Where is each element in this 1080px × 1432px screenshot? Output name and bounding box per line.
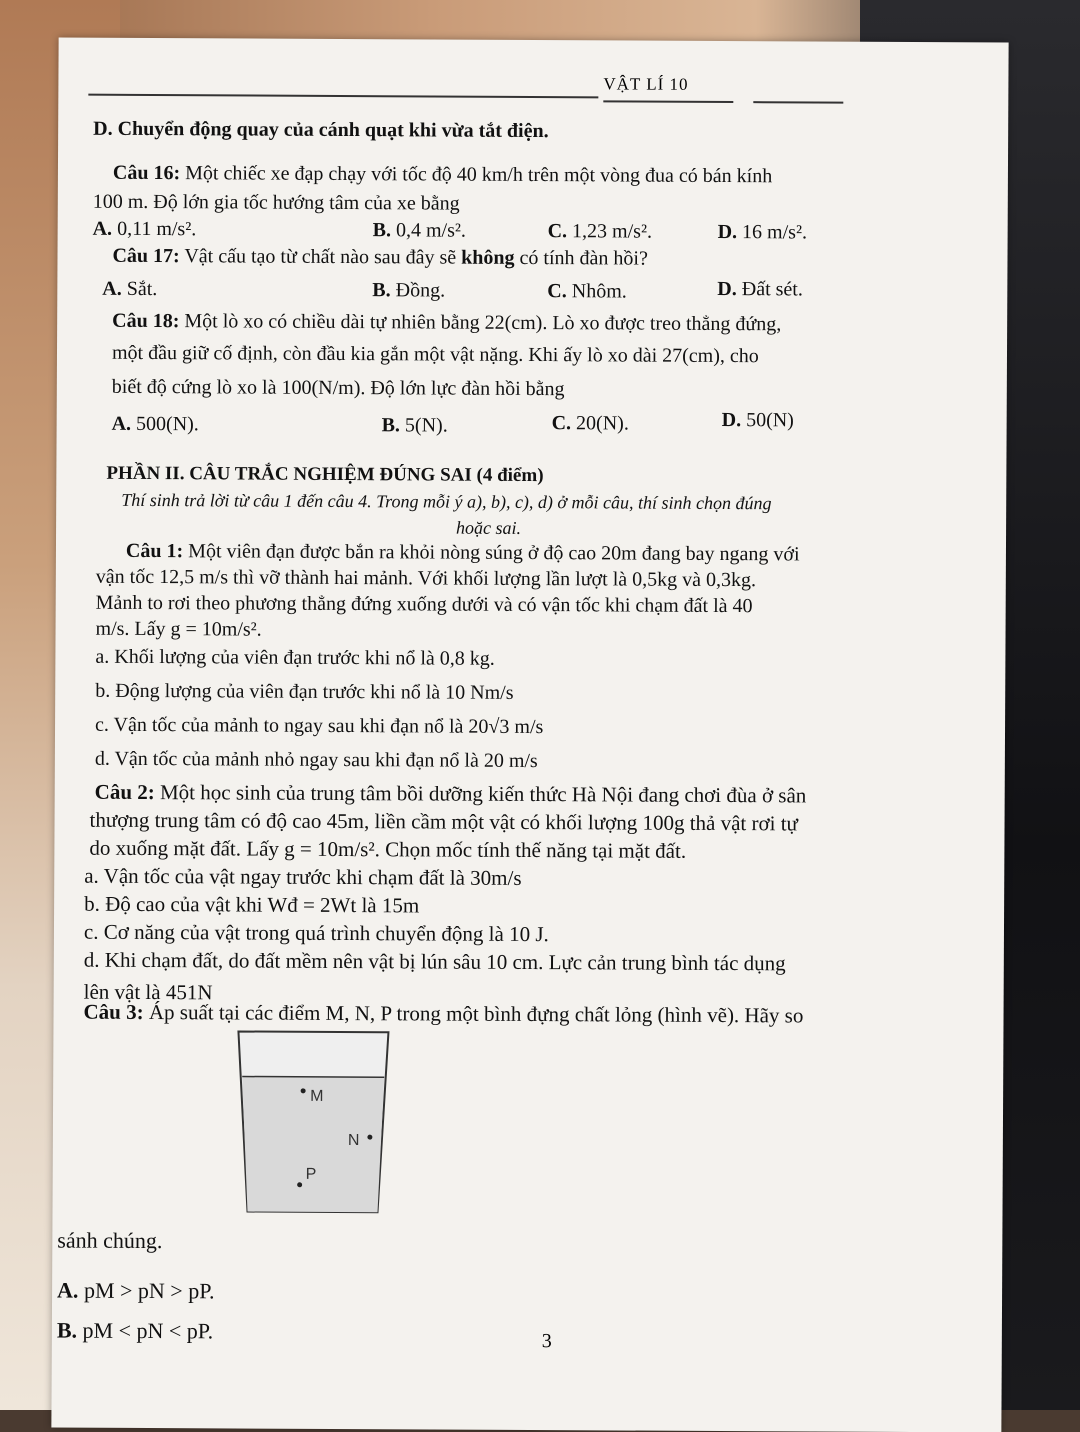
- header-rule-left: [88, 94, 598, 99]
- q17-option-a: A. Sắt.: [102, 277, 158, 301]
- q17-line1: Câu 17: Vật cấu tạo từ chất nào sau đây sẽ không có tính đàn hồi?: [112, 244, 648, 270]
- c3-line2: sánh chúng.: [57, 1227, 163, 1254]
- q18-option-b: B. 5(N).: [381, 414, 448, 437]
- c3-option-a: A. pM > pN > pP.: [57, 1277, 215, 1304]
- c2-statement-c: c. Cơ năng của vật trong quá trình chuyển động là 10 J.: [83, 919, 549, 947]
- point-p-dot: [297, 1182, 302, 1187]
- point-n-dot: [367, 1135, 372, 1140]
- c2-statement-a: a. Vận tốc của vật ngay trước khi chạm đất là 30m/s: [84, 863, 522, 890]
- header-rule-mid: [603, 100, 733, 103]
- q17-option-c: C. Nhôm.: [547, 280, 627, 303]
- q16-line1: Câu 16: Một chiếc xe đạp chạy với tốc độ 40 km/h trên một vòng đua có bán kính: [112, 161, 773, 188]
- q18-option-d: D. 50(N): [721, 408, 794, 432]
- c1-statement-c: c. Vận tốc của mảnh to ngay sau khi đạn nổ là 20√3 m/s: [94, 713, 544, 739]
- point-n-label: N: [347, 1132, 360, 1150]
- q16-option-c: C. 1,23 m/s².: [547, 220, 653, 243]
- header-rule-right: [753, 101, 843, 103]
- q16-option-d: D. 16 m/s².: [717, 220, 808, 244]
- q17-option-d: D. Đất sét.: [717, 277, 803, 301]
- point-m-dot: [301, 1088, 306, 1093]
- part2-instruction-1: Thí sinh trả lời từ câu 1 đến câu 4. Trong mỗi ý a), b), c), d) ở mỗi câu, thí sinh chọn đúng: [121, 489, 772, 514]
- q16-option-a: A. 0,11 m/s².: [92, 217, 197, 241]
- c1-statement-b: b. Động lượng của viên đạn trước khi nổ là 10 Nm/s: [95, 679, 514, 704]
- c3-option-b: B. pM < pN < pP.: [56, 1317, 214, 1344]
- c1-line3: Mảnh to rơi theo phương thẳng đứng xuống dưới và có vận tốc khi chạm đất là 40: [95, 591, 753, 618]
- subject-header: VẬT LÍ 10: [603, 74, 689, 94]
- point-p-label: P: [305, 1165, 317, 1183]
- q17-option-b: B. Đồng.: [372, 279, 446, 302]
- c2-line2: thượng trung tâm có độ cao 45m, liền cầm một vật có khối lượng 100g thả vật rơi tự: [89, 807, 799, 836]
- point-m-label: M: [310, 1087, 324, 1105]
- c3-line1: Câu 3: Áp suất tại các điểm M, N, P trong một bình đựng chất lỏng (hình vẽ). Hãy so: [83, 999, 804, 1028]
- q18-line3: biết độ cứng lò xo là 100(N/m). Độ lớn lực đàn hồi bằng: [111, 375, 565, 401]
- part2-title: PHẦN II. CÂU TRẮC NGHIỆM ĐÚNG SAI (4 điểm): [106, 462, 544, 487]
- c2-line1: Câu 2: Một học sinh của trung tâm bồi dưỡng kiến thức Hà Nội đang chơi đùa ở sân: [94, 779, 807, 808]
- q18-option-a: A. 500(N).: [111, 412, 199, 436]
- c1-statement-a: a. Khối lượng của viên đạn trước khi nổ là 0,8 kg.: [95, 645, 495, 670]
- part2-instruction-2: hoặc sai.: [456, 517, 522, 538]
- c1-line4: m/s. Lấy g = 10m/s².: [95, 617, 262, 641]
- page-number: 3: [541, 1330, 552, 1353]
- c2-statement-d-line2: lên vật là 451N: [83, 979, 213, 1005]
- c2-statement-b: b. Độ cao của vật khi Wđ = 2Wt là 15m: [84, 891, 420, 918]
- q18-line2: một đầu giữ cố định, còn đầu kia gắn một vật nặng. Khi ấy lò xo dài 27(cm), cho: [111, 341, 759, 368]
- liquid-surface: [242, 1076, 384, 1077]
- c2-statement-d-line1: d. Khi chạm đất, do đất mềm nên vật bị lún sâu 10 cm. Lực cản trung bình tác dụng: [83, 947, 786, 976]
- c1-statement-d: d. Vận tốc của mảnh nhỏ ngay sau khi đạn nổ là 20 m/s: [94, 747, 538, 773]
- q16-line2: 100 m. Độ lớn gia tốc hướng tâm của xe bằng: [92, 190, 460, 215]
- exam-page: [51, 38, 1008, 1432]
- c2-line3: do xuống mặt đất. Lấy g = 10m/s². Chọn mốc tính thế năng tại mặt đất.: [89, 835, 687, 863]
- q16-option-b: B. 0,4 m/s².: [372, 219, 466, 242]
- q15-option-d: D. Chuyển động quay của cánh quạt khi vừa tắt điện.: [93, 117, 549, 143]
- c1-line1: Câu 1: Một viên đạn được bắn ra khỏi nòng súng ở độ cao 20m đang bay ngang với: [125, 539, 800, 566]
- c1-line2: vận tốc 12,5 m/s thì vỡ thành hai mảnh. Với khối lượng lần lượt là 0,5kg và 0,3kg.: [95, 565, 757, 592]
- liquid-container-figure: [227, 1026, 398, 1217]
- q18-option-c: C. 20(N).: [551, 412, 629, 435]
- q18-line1: Câu 18: Một lò xo có chiều dài tự nhiên bằng 22(cm). Lò xo được treo thẳng đứng,: [112, 309, 782, 336]
